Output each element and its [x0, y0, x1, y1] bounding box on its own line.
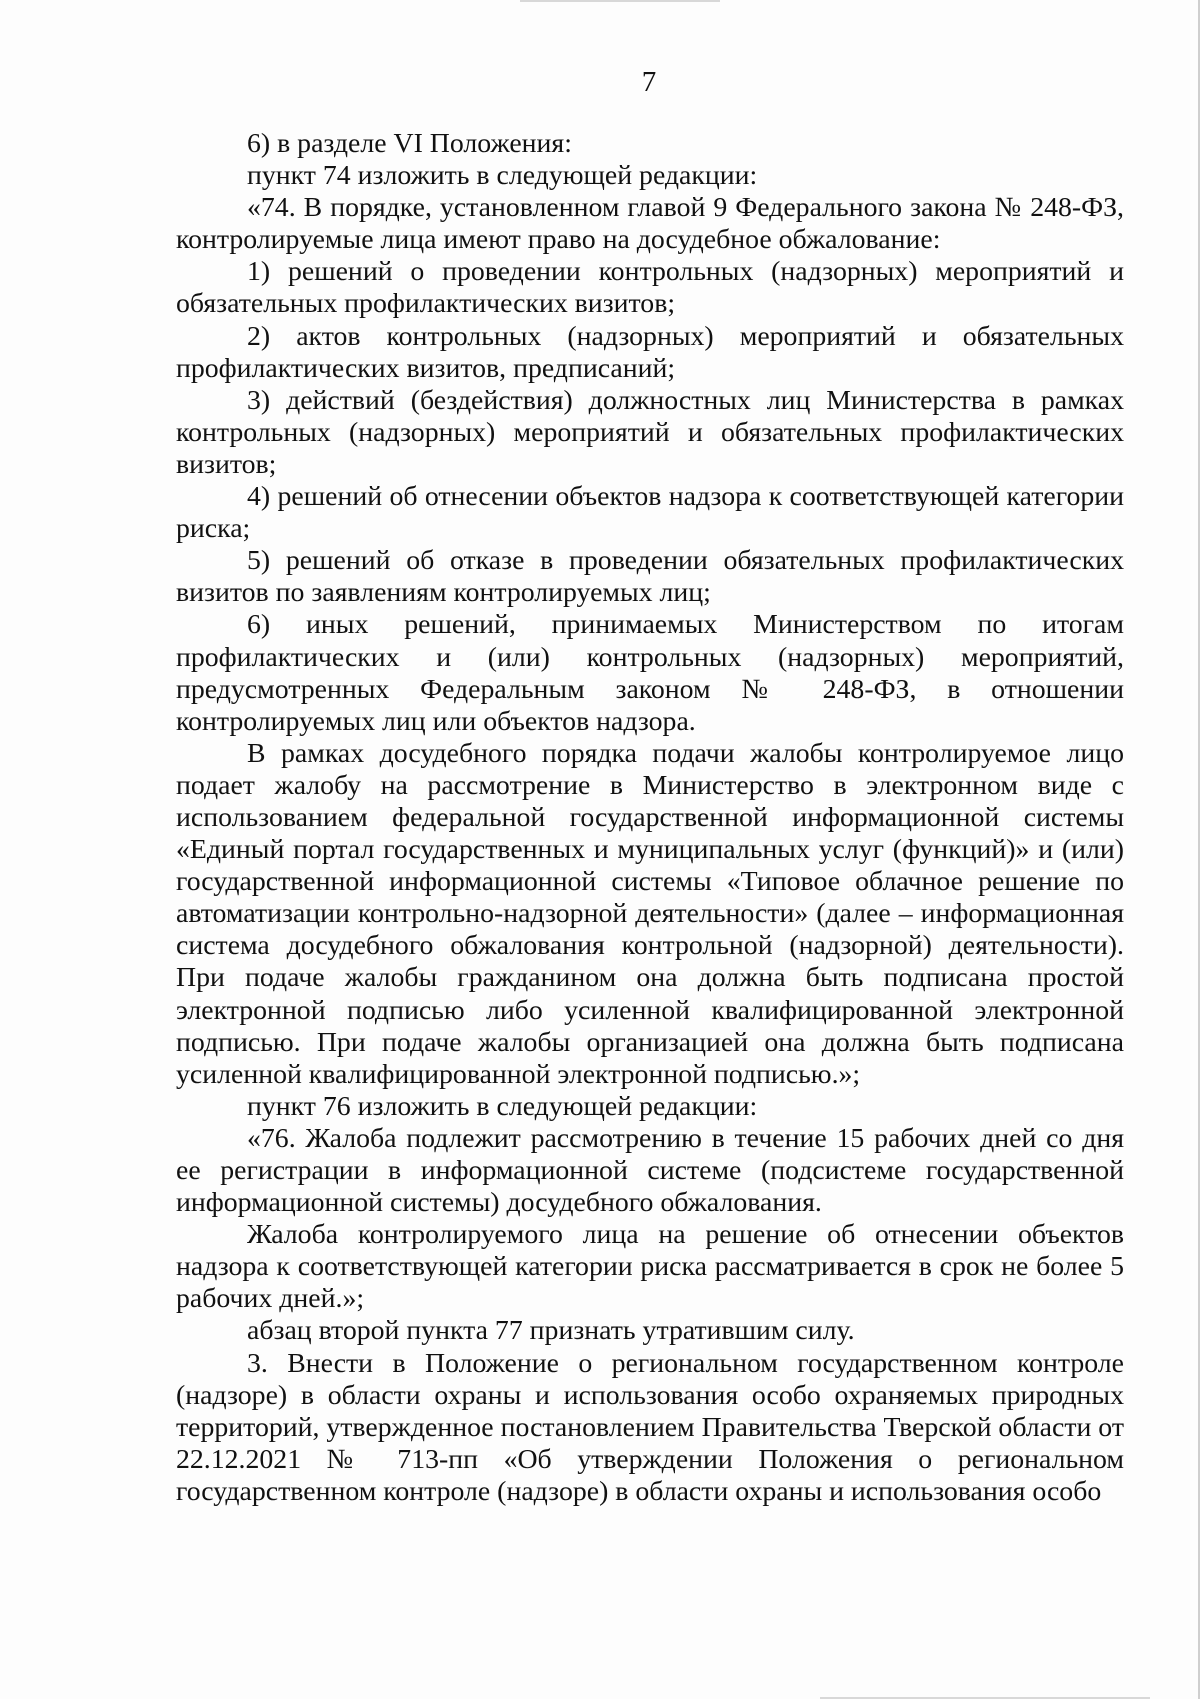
- list-item-2: 2) актов контрольных (надзорных) мероприятий и обязательных профилактических визитов, предписаний;: [176, 320, 1124, 384]
- list-item-4: 4) решений об отнесении объектов надзора к соответствующей категории риска;: [176, 481, 1124, 545]
- paragraph-pretrial-procedure: В рамках досудебного порядка подачи жалобы контролируемое лицо подает жалобу на рассмотрение в Министерство в электронном виде с использованием федеральной государственной информационной системы «Единый портал государственных и муниципальных услуг (функций)» и (или) государственной информационной системы «Типовое облачное решение по автоматизации контрольно-надзорной деятельности» (далее – информационная система досудебного обжалования контрольной (надзорной) деятельности). При подаче жалобы гражданином она должна быть подписана простой электронной подписью либо усиленной квалифицированной электронной подписью. При подаче жалобы организацией она должна быть подписана усиленной квалифицированной электронной подписью.»;: [176, 737, 1124, 1090]
- paragraph-item-74-intro: пункт 74 изложить в следующей редакции:: [247, 160, 758, 192]
- list-item-5: 5) решений об отказе в проведении обязательных профилактических визитов по заявлениям контролируемых лиц;: [176, 545, 1124, 609]
- paragraph-item-76-intro: пункт 76 изложить в следующей редакции:: [247, 1090, 758, 1122]
- paragraph-section-vi: 6) в разделе VI Положения:: [247, 128, 572, 159]
- scan-artifact-top: [520, 0, 720, 2]
- paragraph-item-76: «76. Жалоба подлежит рассмотрению в течение 15 рабочих дней со дня ее регистрации в информационной системе (подсистеме государственной информационной системы) досудебного обжалования.: [176, 1122, 1124, 1219]
- list-item-6: 6) иных решений, принимаемых Министерством по итогам профилактических и (или) контрольных (надзорных) мероприятий, предусмотренных Федеральным законом № 248-ФЗ, в отношении контролируемых лиц или объектов надзора.: [176, 609, 1124, 737]
- page-number: 7: [641, 66, 657, 98]
- document-body: [176, 128, 1124, 1508]
- paragraph-item-77: абзац второй пункта 77 признать утратившим силу.: [247, 1315, 855, 1347]
- list-item-1: 1) решений о проведении контрольных (надзорных) мероприятий и обязательных профилактических визитов;: [176, 256, 1124, 320]
- paragraph-item-74: «74. В порядке, установленном главой 9 Федерального закона № 248-ФЗ, контролируемые лица имеют право на досудебное обжалование:: [176, 192, 1124, 256]
- list-item-3: 3) действий (бездействия) должностных лиц Министерства в рамках контрольных (надзорных) мероприятий и обязательных профилактических визитов;: [176, 384, 1124, 480]
- paragraph-risk-category-complaint: Жалоба контролируемого лица на решение об отнесении объектов надзора к соответствующей категории риска рассматривается в срок не более 5 рабочих дней.»;: [176, 1219, 1124, 1315]
- paragraph-item-3: 3. Внести в Положение о региональном государственном контроле (надзоре) в области охраны и использования особо охраняемых природных территорий, утвержденное постановлением Правительства Тверской области от 22.12.2021 № 713-пп «Об утверждении Положения о региональном государственном контроле (надзоре) в области охраны и использования особо: [176, 1347, 1124, 1507]
